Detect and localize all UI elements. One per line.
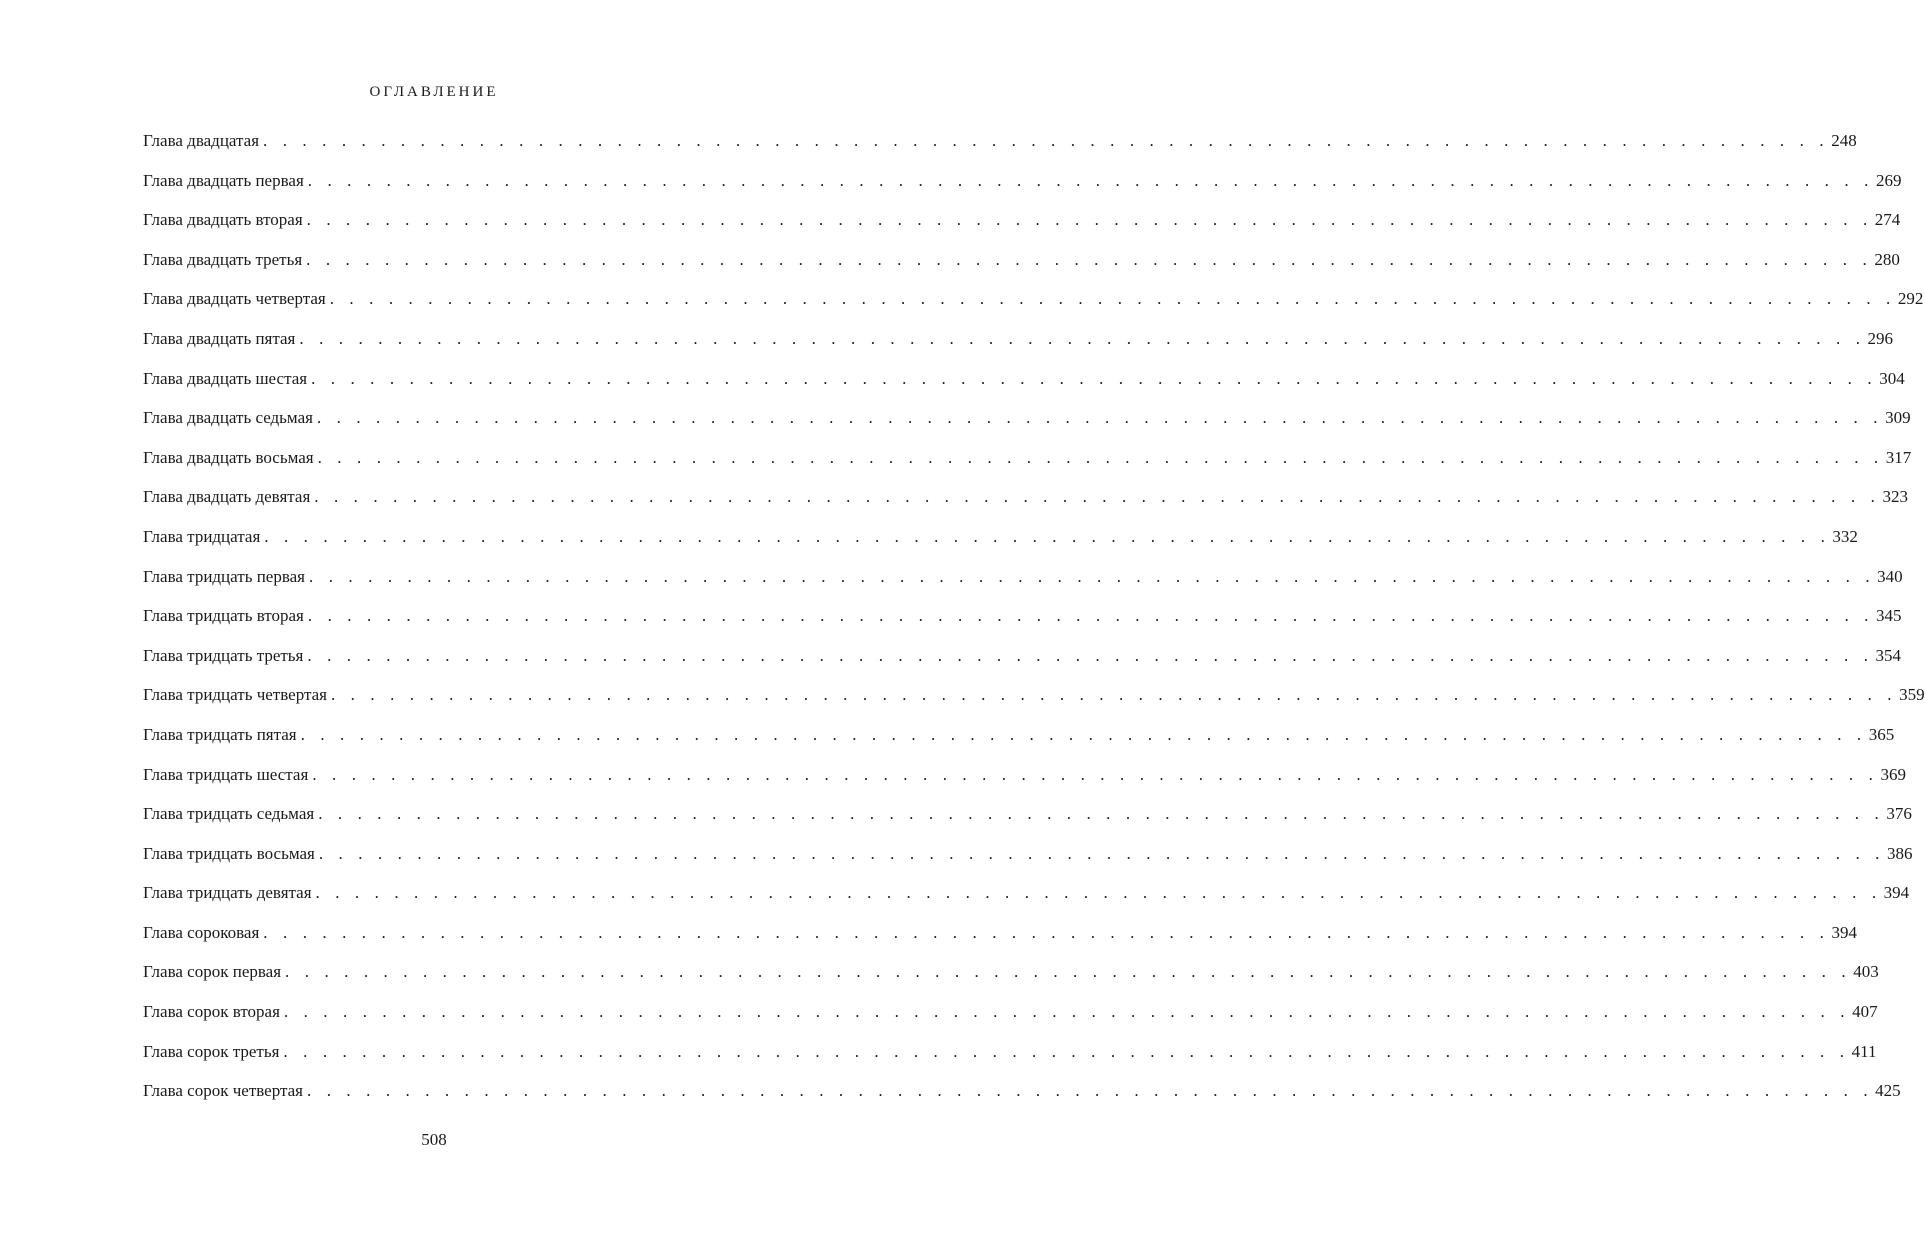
toc-entry-page: 407 <box>1852 1002 1878 1022</box>
toc-entry-label: Глава двадцать третья <box>143 249 303 269</box>
toc-entry-label: Глава тридцать восьмая <box>143 843 315 863</box>
toc-entry-page: 425 <box>1875 1081 1901 1101</box>
toc-entry-page: 304 <box>1879 368 1905 388</box>
dot-leader: . . . . . . . . . . . . . . . . . . . . . . . . . . . . . . . . . . . . . . . . . . . . . . . . . . . . . . . . . . . . . . . . . . . . . . . . . . . . . . . . <box>300 724 1867 744</box>
toc-entry-label: Глава тридцать вторая <box>143 606 304 626</box>
toc-entry-page: 359 <box>1899 685 1925 705</box>
toc-entry-page: 376 <box>1886 804 1912 824</box>
dot-leader: . . . . . . . . . . . . . . . . . . . . . . . . . . . . . . . . . . . . . . . . . . . . . . . . . . . . . . . . . . . . . . . . . . . . . . . . . . . . . . . . <box>314 487 1881 507</box>
toc-entry <box>143 1002 1878 1042</box>
toc-entry-label: Глава сорок первая <box>143 962 282 982</box>
toc-entry <box>143 1041 1877 1082</box>
toc-entry-label: Глава двадцать четвертая <box>143 289 326 309</box>
dot-leader: . . . . . . . . . . . . . . . . . . . . . . . . . . . . . . . . . . . . . . . . . . . . . . . . . . . . . . . . . . . . . . . . . . . . . . . . . . . . . . . . <box>312 764 1879 784</box>
toc-entry <box>143 566 1903 607</box>
dot-leader: . . . . . . . . . . . . . . . . . . . . . . . . . . . . . . . . . . . . . . . . . . . . . . . . . . . . . . . . . . . . . . . . . . . . . . . . . . . . . . . . <box>307 645 1874 665</box>
dot-leader: . . . . . . . . . . . . . . . . . . . . . . . . . . . . . . . . . . . . . . . . . . . . . . . . . . . . . . . . . . . . . . . . . . . . . . . . . . . . . . . . <box>318 843 1885 863</box>
toc-entry-label: Глава тридцать шестая <box>143 764 309 784</box>
dot-leader: . . . . . . . . . . . . . . . . . . . . . . . . . . . . . . . . . . . . . . . . . . . . . . . . . . . . . . . . . . . . . . . . . . . . . . . . . . . . . . . . <box>299 328 1866 348</box>
dot-leader: . . . . . . . . . . . . . . . . . . . . . . . . . . . . . . . . . . . . . . . . . . . . . . . . . . . . . . . . . . . . . . . . . . . . . . . . . . . . . . . . <box>263 922 1830 942</box>
dot-leader: . . . . . . . . . . . . . . . . . . . . . . . . . . . . . . . . . . . . . . . . . . . . . . . . . . . . . . . . . . . . . . . . . . . . . . . . . . . . . . . . <box>318 804 1885 824</box>
toc-entry-label: Глава тридцать пятая <box>143 724 297 744</box>
toc-entry <box>143 1081 1901 1121</box>
toc-entry-label: Глава двадцать восьмая <box>143 447 314 467</box>
toc-entry <box>143 883 1910 923</box>
toc-entry-page: 317 <box>1885 447 1912 467</box>
dot-leader: . . . . . . . . . . . . . . . . . . . . . . . . . . . . . . . . . . . . . . . . . . . . . . . . . . . . . . . . . . . . . . . . . . . . . . . . . . . . . . . . <box>263 131 1830 150</box>
toc-entry-label: Глава тридцать четвертая <box>143 685 327 705</box>
dot-leader: . . . . . . . . . . . . . . . . . . . . . . . . . . . . . . . . . . . . . . . . . . . . . . . . . . . . . . . . . . . . . . . . . . . . . . . . . . . . . . . . <box>307 606 1875 626</box>
toc-entry <box>143 368 1905 409</box>
toc-entry-page: 354 <box>1875 645 1902 665</box>
toc-entry-label: Глава двадцать седьмая <box>143 408 313 428</box>
toc-entry <box>143 328 1894 369</box>
dot-leader: . . . . . . . . . . . . . . . . . . . . . . . . . . . . . . . . . . . . . . . . . . . . . . . . . . . . . . . . . . . . . . . . . . . . . . . . . . . . . . . . <box>307 1081 1874 1101</box>
toc-entry-label: Глава тридцатая <box>143 526 261 546</box>
toc-entry-page: 248 <box>1831 131 1857 150</box>
dot-leader: . . . . . . . . . . . . . . . . . . . . . . . . . . . . . . . . . . . . . . . . . . . . . . . . . . . . . . . . . . . . . . . . . . . . . . . . . . . . . . . . <box>306 210 1873 230</box>
toc-entry-label: Глава двадцать первая <box>143 170 304 190</box>
toc-entry-page: 386 <box>1887 843 1913 863</box>
toc-entry-page: 340 <box>1877 566 1903 586</box>
dot-leader: . . . . . . . . . . . . . . . . . . . . . . . . . . . . . . . . . . . . . . . . . . . . . . . . . . . . . . . . . . . . . . . . . . . . . . . . . . . . . . . . <box>330 685 1898 705</box>
dot-leader: . . . . . . . . . . . . . . . . . . . . . . . . . . . . . . . . . . . . . . . . . . . . . . . . . . . . . . . . . . . . . . . . . . . . . . . . . . . . . . . . <box>285 962 1852 982</box>
toc-entry-page: 309 <box>1885 408 1911 428</box>
toc-entry-label: Глава тридцать первая <box>143 566 306 586</box>
toc-entry <box>143 685 1925 725</box>
toc-entry-label: Глава сороковая <box>143 922 260 942</box>
toc-entry-page: 403 <box>1853 962 1879 982</box>
toc-entry-label: Глава двадцать пятая <box>143 328 296 348</box>
toc-entry <box>143 526 1858 567</box>
toc-entry <box>143 764 1906 805</box>
toc-entry-label: Глава двадцать девятая <box>143 487 311 507</box>
dot-leader: . . . . . . . . . . . . . . . . . . . . . . . . . . . . . . . . . . . . . . . . . . . . . . . . . . . . . . . . . . . . . . . . . . . . . . . . . . . . . . . . <box>306 249 1873 269</box>
toc-entry <box>143 606 1902 646</box>
toc-entry-label: Глава тридцать седьмая <box>143 804 315 824</box>
dot-leader: . . . . . . . . . . . . . . . . . . . . . . . . . . . . . . . . . . . . . . . . . . . . . . . . . . . . . . . . . . . . . . . . . . . . . . . . . . . . . . . . <box>311 368 1878 388</box>
toc-entry-page: 394 <box>1831 922 1857 942</box>
dot-leader: . . . . . . . . . . . . . . . . . . . . . . . . . . . . . . . . . . . . . . . . . . . . . . . . . . . . . . . . . . . . . . . . . . . . . . . . . . . . . . . . <box>329 289 1896 309</box>
toc-entry <box>143 249 1900 290</box>
toc-entry <box>143 210 1901 250</box>
dot-leader: . . . . . . . . . . . . . . . . . . . . . . . . . . . . . . . . . . . . . . . . . . . . . . . . . . . . . . . . . . . . . . . . . . . . . . . . . . . . . . . . <box>309 566 1876 586</box>
toc-entry <box>143 843 1913 884</box>
toc-entry-label: Глава сорок четвертая <box>143 1081 304 1101</box>
toc-entry-page: 280 <box>1874 249 1900 269</box>
toc-entry <box>143 289 1924 329</box>
toc-entry <box>143 724 1895 765</box>
dot-leader: . . . . . . . . . . . . . . . . . . . . . . . . . . . . . . . . . . . . . . . . . . . . . . . . . . . . . . . . . . . . . . . . . . . . . . . . . . . . . . . . <box>315 883 1882 903</box>
toc-entry-label: Глава двадцатая <box>143 131 260 150</box>
toc-entry-page: 269 <box>1875 170 1902 190</box>
toc-entry-label: Глава сорок вторая <box>143 1002 280 1022</box>
toc-entry-label: Глава тридцать третья <box>143 645 304 665</box>
toc-entry <box>143 170 1902 211</box>
toc-entry-label: Глава тридцать девятая <box>143 883 312 903</box>
toc-entry <box>143 131 1857 171</box>
toc-entry <box>143 645 1902 686</box>
dot-leader: . . . . . . . . . . . . . . . . . . . . . . . . . . . . . . . . . . . . . . . . . . . . . . . . . . . . . . . . . . . . . . . . . . . . . . . . . . . . . . . . <box>317 447 1884 467</box>
toc-entry-label: Глава двадцать вторая <box>143 210 303 230</box>
toc-entry-label: Глава двадцать шестая <box>143 368 308 388</box>
page-number: 508 <box>421 1130 447 1149</box>
toc-entry-page: 345 <box>1876 606 1902 626</box>
toc-entry-page: 411 <box>1851 1041 1877 1061</box>
toc-entry-page: 292 <box>1897 289 1924 309</box>
table-of-contents <box>143 131 1925 1121</box>
toc-entry-page: 296 <box>1867 328 1894 348</box>
dot-leader: . . . . . . . . . . . . . . . . . . . . . . . . . . . . . . . . . . . . . . . . . . . . . . . . . . . . . . . . . . . . . . . . . . . . . . . . . . . . . . . . <box>307 170 1874 190</box>
toc-entry <box>143 962 1879 1002</box>
toc-entry <box>143 408 1911 448</box>
toc-entry-label: Глава сорок третья <box>143 1041 280 1061</box>
toc-entry <box>143 487 1908 527</box>
dot-leader: . . . . . . . . . . . . . . . . . . . . . . . . . . . . . . . . . . . . . . . . . . . . . . . . . . . . . . . . . . . . . . . . . . . . . . . . . . . . . . . . <box>316 408 1884 428</box>
toc-entry <box>143 447 1912 488</box>
toc-entry <box>143 804 1912 844</box>
toc-entry-page: 274 <box>1874 210 1901 230</box>
page-title: ОГЛАВЛЕНИЕ <box>369 84 499 100</box>
toc-entry-page: 394 <box>1883 883 1910 903</box>
toc-entry <box>143 922 1857 963</box>
toc-entry-page: 323 <box>1882 487 1908 507</box>
dot-leader: . . . . . . . . . . . . . . . . . . . . . . . . . . . . . . . . . . . . . . . . . . . . . . . . . . . . . . . . . . . . . . . . . . . . . . . . . . . . . . . . <box>283 1041 1850 1061</box>
dot-leader: . . . . . . . . . . . . . . . . . . . . . . . . . . . . . . . . . . . . . . . . . . . . . . . . . . . . . . . . . . . . . . . . . . . . . . . . . . . . . . . . <box>283 1002 1851 1022</box>
toc-entry-page: 332 <box>1832 526 1858 546</box>
dot-leader: . . . . . . . . . . . . . . . . . . . . . . . . . . . . . . . . . . . . . . . . . . . . . . . . . . . . . . . . . . . . . . . . . . . . . . . . . . . . . . . . <box>264 526 1831 546</box>
toc-entry-page: 365 <box>1868 724 1895 744</box>
toc-entry-page: 369 <box>1880 764 1906 784</box>
